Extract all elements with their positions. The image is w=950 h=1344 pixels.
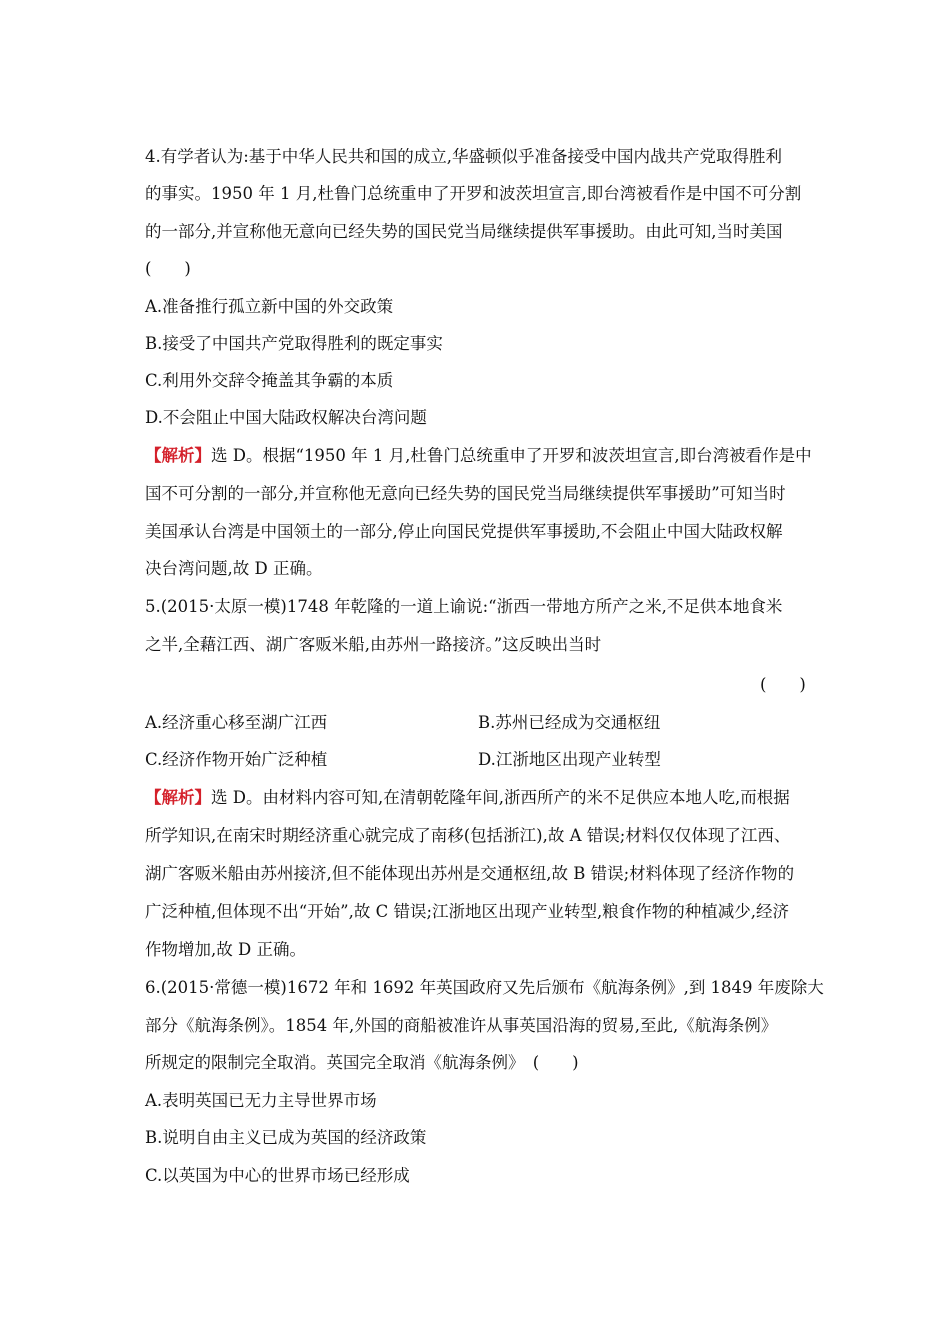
q6-option-a: A.表明英国已无力主导世界市场 — [145, 1091, 377, 1110]
q5-stem-line-2: 之半,全藉江西、湖广客贩米船,由苏州一路接济。”这反映出当时 — [145, 635, 602, 654]
q4-analysis-text: 选 D。根据“1950 年 1 月,杜鲁门总统重申了开罗和波茨坦宣言,即台湾被看作是中 — [211, 446, 812, 465]
q5-option-c: C.经济作物开始广泛种植 — [145, 750, 328, 769]
q4-stem-line-2: 的事实。1950 年 1 月,杜鲁门总统重申了开罗和波茨坦宣言,即台湾被看作是中国不可分割 — [145, 184, 802, 203]
q4-option-b: B.接受了中国共产党取得胜利的既定事实 — [145, 334, 443, 353]
analysis-tag: 【解析】 — [145, 446, 211, 465]
q5-option-a: A.经济重心移至湖广江西 — [145, 713, 328, 732]
q4-analysis-line-4: 决台湾问题,故 D 正确。 — [145, 559, 323, 578]
q4-option-d: D.不会阻止中国大陆政权解决台湾问题 — [145, 408, 427, 427]
q5-answer-bracket: ( ) — [760, 675, 806, 694]
q4-analysis-line-2: 国不可分割的一部分,并宣称他无意向已经失势的国民党当局继续提供军事援助”可知当时 — [145, 484, 786, 503]
q5-analysis-line-4: 广泛种植,但体现不出“开始”,故 C 错误;江浙地区出现产业转型,粮食作物的种植减少,经济 — [145, 902, 790, 921]
q6-option-b: B.说明自由主义已成为英国的经济政策 — [145, 1128, 427, 1147]
q4-analysis-line-1 — [145, 446, 812, 466]
analysis-tag: 【解析】 — [145, 788, 211, 807]
q6-stem-line-2: 部分《航海条例》。1854 年,外国的商船被准许从事英国沿海的贸易,至此,《航海条例》 — [145, 1016, 778, 1035]
q5-option-b: B.苏州已经成为交通枢纽 — [478, 713, 661, 732]
q5-analysis-line-2: 所学知识,在南宋时期经济重心就完成了南移(包括浙江),故 A 错误;材料仅仅体现了江西、 — [145, 826, 791, 845]
q5-analysis-text: 选 D。由材料内容可知,在清朝乾隆年间,浙西所产的米不足供应本地人吃,而根据 — [211, 788, 790, 807]
q6-option-c: C.以英国为中心的世界市场已经形成 — [145, 1166, 410, 1185]
q6-stem-line-3: 所规定的限制完全取消。英国完全取消《航海条例》 ( ) — [145, 1053, 579, 1072]
q5-analysis-line-3: 湖广客贩米船由苏州接济,但不能体现出苏州是交通枢纽,故 B 错误;材料体现了经济作物的 — [145, 864, 795, 883]
q4-option-a: A.准备推行孤立新中国的外交政策 — [145, 297, 394, 316]
q4-analysis-line-3: 美国承认台湾是中国领土的一部分,停止向国民党提供军事援助,不会阻止中国大陆政权解 — [145, 522, 783, 541]
q4-stem-line-3: 的一部分,并宣称他无意向已经失势的国民党当局继续提供军事援助。由此可知,当时美国 — [145, 222, 783, 241]
q4-answer-bracket: ( ) — [145, 259, 191, 278]
q5-analysis-line-1 — [145, 788, 790, 808]
q4-stem-line-1: 4.有学者认为:基于中华人民共和国的成立,华盛顿似乎准备接受中国内战共产党取得胜利 — [145, 147, 783, 166]
q5-stem-line-1: 5.(2015·太原一模)1748 年乾隆的一道上谕说:“浙西一带地方所产之米,不足供本地食米 — [145, 597, 783, 616]
q4-option-c: C.利用外交辞令掩盖其争霸的本质 — [145, 371, 394, 390]
q5-analysis-line-5: 作物增加,故 D 正确。 — [145, 940, 306, 959]
q5-option-d: D.江浙地区出现产业转型 — [478, 750, 661, 769]
q6-stem-line-1: 6.(2015·常德一模)1672 年和 1692 年英国政府又先后颁布《航海条例》,到 1849 年废除大 — [145, 978, 824, 997]
